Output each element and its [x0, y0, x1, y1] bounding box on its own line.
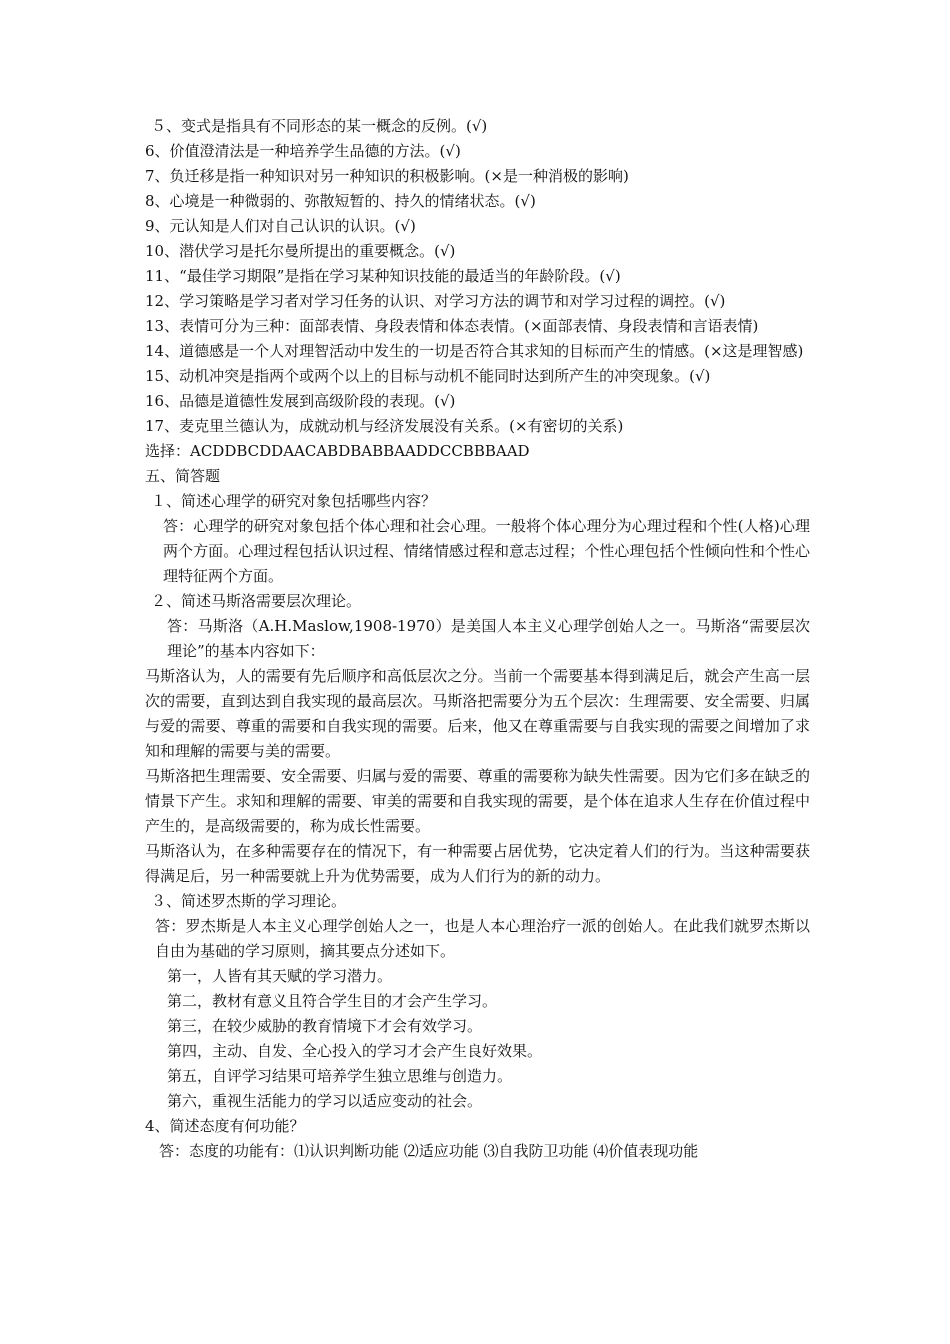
choice-answers: 选择：ACDDBCDDAACABDBABBAADDCCBBBAAD — [145, 442, 530, 460]
item-5: ５、变式是指具有不同形态的某一概念的反例。(√) — [151, 117, 488, 135]
item-9: 9、元认知是人们对自己认识的认识。(√) — [145, 217, 416, 235]
q3-point: 第五，自评学习结果可培养学生独立思维与创造力。 — [167, 1067, 513, 1085]
q3-point: 第四，主动、自发、全心投入的学习才会产生良好效果。 — [167, 1042, 543, 1060]
q3-point: 第二，教材有意义且符合学生目的才会产生学习。 — [167, 992, 498, 1010]
item-14: 14、道德感是一个人对理智活动中发生的一切是否符合其求知的目标而产生的情感。(×这是理智感) — [145, 342, 804, 360]
item-13: 13、表情可分为三种：面部表情、身段表情和体态表情。(×面部表情、身段表情和言语表情) — [145, 317, 759, 335]
q2-paragraph-3: 马斯洛认为，在多种需要存在的情况下，有一种需要占居优势，它决定着人们的行为。当这种需要获得满足后，另一种需要就上升为优势需要，成为人们行为的新的动力。 — [145, 842, 810, 885]
q2-paragraph-2: 马斯洛把生理需要、安全需要、归属与爱的需要、尊重的需要称为缺失性需要。因为它们多在缺乏的情景下产生。求知和理解的需要、审美的需要和自我实现的需要，是个体在追求人生存在价值过程中产生的，是高级需要的，称为成长性需要。 — [145, 767, 810, 835]
q3-answer: 答：罗杰斯是人本主义心理学创始人之一，也是人本心理治疗一派的创始人。在此我们就罗杰斯以自由为基础的学习原则，摘其要点分述如下。 — [155, 917, 810, 960]
q3-point: 第六，重视生活能力的学习以适应变动的社会。 — [167, 1092, 483, 1110]
document-body — [145, 114, 810, 1164]
q2-question: ２、简述马斯洛需要层次理论。 — [151, 592, 362, 610]
q1-question: １、简述心理学的研究对象包括哪些内容？ — [151, 492, 437, 510]
q2-answer: 答：马斯洛（A.H.Maslow,1908-1970）是美国人本主义心理学创始人之一。马斯洛“需要层次理论”的基本内容如下： — [167, 617, 810, 660]
q2-paragraph-1: 马斯洛认为，人的需要有先后顺序和高低层次之分。当前一个需要基本得到满足后，就会产生高一层次的需要，直到达到自我实现的最高层次。马斯洛把需要分为五个层次：生理需要、安全需要、归属与爱的需要、尊重的需要和自我实现的需要。后来，他又在尊重需要与自我实现的需要之间增加了求知和理解的需要与美的需要。 — [145, 667, 810, 760]
q4-question: 4、简述态度有何功能？ — [145, 1117, 305, 1135]
item-17: 17、麦克里兰德认为，成就动机与经济发展没有关系。(×有密切的关系) — [145, 417, 624, 435]
item-16: 16、品德是道德性发展到高级阶段的表现。(√) — [145, 392, 456, 410]
q1-answer: 答：心理学的研究对象包括个体心理和社会心理。一般将个体心理分为心理过程和个性(人格)心理两个方面。心理过程包括认识过程、情绪情感过程和意志过程；个性心理包括个性倾向性和个性心理特征两个方面。 — [163, 517, 810, 585]
item-12: 12、学习策略是学习者对学习任务的认识、对学习方法的调节和对学习过程的调控。(√) — [145, 292, 726, 310]
item-8: 8、心境是一种微弱的、弥散短暂的、持久的情绪状态。(√) — [145, 192, 536, 210]
item-10: 10、潜伏学习是托尔曼所提出的重要概念。(√) — [145, 242, 456, 260]
q3-question: ３、简述罗杰斯的学习理论。 — [151, 892, 347, 910]
section-title: 五、简答题 — [145, 467, 221, 485]
item-7: 7、负迁移是指一种知识对另一种知识的积极影响。(×是一种消极的影响) — [145, 167, 629, 185]
item-6: 6、价值澄清法是一种培养学生品德的方法。(√) — [145, 142, 461, 160]
q3-point: 第一，人皆有其天赋的学习潜力。 — [167, 967, 393, 985]
q4-answer: 答：态度的功能有：⑴认识判断功能 ⑵适应功能 ⑶自我防卫功能 ⑷价值表现功能 — [159, 1142, 699, 1160]
item-11: 11、“最佳学习期限”是指在学习某种知识技能的最适当的年龄阶段。(√) — [145, 267, 621, 285]
q3-point: 第三，在较少威胁的教育情境下才会有效学习。 — [167, 1017, 483, 1035]
item-15: 15、动机冲突是指两个或两个以上的目标与动机不能同时达到所产生的冲突现象。(√) — [145, 367, 711, 385]
